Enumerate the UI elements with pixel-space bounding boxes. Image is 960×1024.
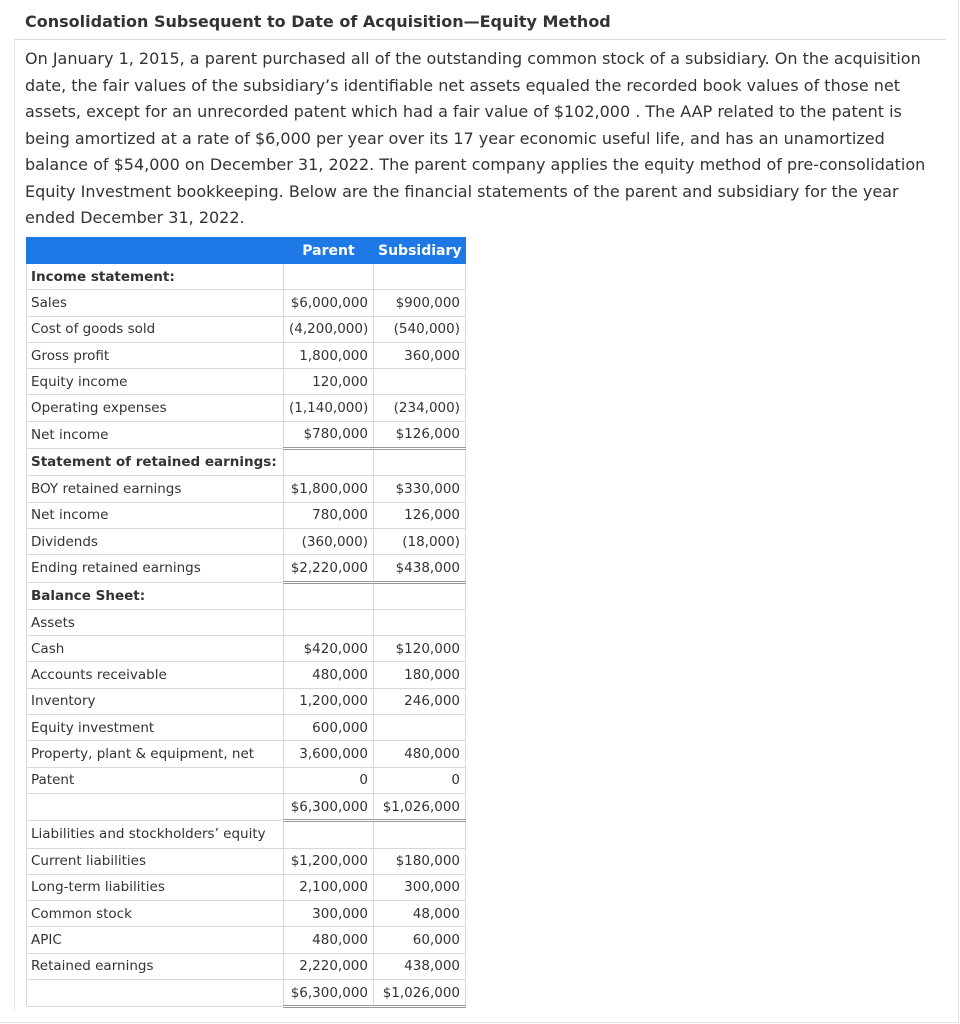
row-label: BOY retained earnings: [27, 476, 284, 502]
subsidiary-value: [374, 582, 466, 609]
parent-value: $6,300,000: [284, 793, 374, 820]
row-label: Cash: [27, 636, 284, 662]
title-divider: [14, 39, 946, 40]
table-header-row: [27, 238, 466, 264]
table-row: [27, 848, 466, 874]
table-row: [27, 821, 466, 848]
parent-value: $420,000: [284, 636, 374, 662]
parent-value: $780,000: [284, 421, 374, 448]
subsidiary-value: 360,000: [374, 342, 466, 368]
row-label: Property, plant & equipment, net: [27, 741, 284, 767]
header-parent: Parent: [284, 238, 374, 264]
subsidiary-value: $1,026,000: [374, 980, 466, 1007]
parent-value: 780,000: [284, 502, 374, 528]
row-label: Accounts receivable: [27, 662, 284, 688]
subsidiary-value: 480,000: [374, 741, 466, 767]
table-row: [27, 421, 466, 448]
row-label: Income statement:: [27, 264, 284, 290]
subsidiary-value: 126,000: [374, 502, 466, 528]
table-row: [27, 901, 466, 927]
header-subsidiary: Subsidiary: [374, 238, 466, 264]
row-label: Patent: [27, 767, 284, 793]
parent-value: 1,800,000: [284, 342, 374, 368]
parent-value: [284, 821, 374, 848]
table-row: [27, 528, 466, 554]
parent-value: 2,100,000: [284, 874, 374, 900]
parent-value: $2,220,000: [284, 555, 374, 582]
subsidiary-value: $180,000: [374, 848, 466, 874]
table-row: [27, 715, 466, 741]
subsidiary-value: 300,000: [374, 874, 466, 900]
subsidiary-value: $438,000: [374, 555, 466, 582]
row-label: Net income: [27, 502, 284, 528]
table-row: [27, 395, 466, 421]
table-row: [27, 316, 466, 342]
parent-value: 600,000: [284, 715, 374, 741]
header-label-column: [27, 238, 284, 264]
parent-value: $1,800,000: [284, 476, 374, 502]
table-row: [27, 980, 466, 1007]
subsidiary-value: 438,000: [374, 953, 466, 979]
table-row: [27, 874, 466, 900]
row-label: Cost of goods sold: [27, 316, 284, 342]
subsidiary-value: $120,000: [374, 636, 466, 662]
table-row: [27, 636, 466, 662]
row-label: Retained earnings: [27, 953, 284, 979]
subsidiary-value: [374, 264, 466, 290]
parent-value: $1,200,000: [284, 848, 374, 874]
subsidiary-value: $900,000: [374, 290, 466, 316]
parent-value: 480,000: [284, 927, 374, 953]
table-row: [27, 793, 466, 820]
body-left-border: [14, 40, 15, 1010]
subsidiary-value: $1,026,000: [374, 793, 466, 820]
table-row: [27, 953, 466, 979]
subsidiary-value: [374, 609, 466, 635]
parent-value: [284, 449, 374, 476]
subsidiary-value: (540,000): [374, 316, 466, 342]
parent-value: 0: [284, 767, 374, 793]
row-label: Inventory: [27, 688, 284, 714]
page-title: Consolidation Subsequent to Date of Acquisition—Equity Method: [25, 12, 611, 31]
table-row: [27, 290, 466, 316]
parent-value: 2,220,000: [284, 953, 374, 979]
row-label: Sales: [27, 290, 284, 316]
row-label: Balance Sheet:: [27, 582, 284, 609]
subsidiary-value: [374, 715, 466, 741]
subsidiary-value: 60,000: [374, 927, 466, 953]
row-label: Operating expenses: [27, 395, 284, 421]
parent-value: 300,000: [284, 901, 374, 927]
subsidiary-value: 48,000: [374, 901, 466, 927]
row-label: APIC: [27, 927, 284, 953]
problem-statement: On January 1, 2015, a parent purchased all of the outstanding common stock of a subsidiary. On the acquisition date, the fair values of the subsidiary’s identifiable net assets equaled the recorded book values of those net assets, except for an unrecorded patent which had a fair value of $102,000 . The AAP related to the patent is being amortized at a rate of $6,000 per year over its 17 year economic useful life, and has an unamortized balance of $54,000 on December 31, 2022. The parent company applies the equity method of pre-consolidation Equity Investment bookkeeping. Below are the financial statements of the parent and subsidiary for the year ended December 31, 2022.: [25, 49, 926, 227]
parent-value: $6,300,000: [284, 980, 374, 1007]
table-row: [27, 555, 466, 582]
parent-value: [284, 264, 374, 290]
row-label: Common stock: [27, 901, 284, 927]
table-row: [27, 609, 466, 635]
table-row: [27, 476, 466, 502]
table-row: [27, 369, 466, 395]
parent-value: 480,000: [284, 662, 374, 688]
row-label: Statement of retained earnings:: [27, 449, 284, 476]
table-row: [27, 688, 466, 714]
subsidiary-value: 246,000: [374, 688, 466, 714]
row-label: Assets: [27, 609, 284, 635]
parent-value: (4,200,000): [284, 316, 374, 342]
parent-value: (360,000): [284, 528, 374, 554]
parent-value: 120,000: [284, 369, 374, 395]
parent-value: $6,000,000: [284, 290, 374, 316]
table-row: [27, 662, 466, 688]
subsidiary-value: 0: [374, 767, 466, 793]
subsidiary-value: $126,000: [374, 421, 466, 448]
row-label: Gross profit: [27, 342, 284, 368]
parent-value: 1,200,000: [284, 688, 374, 714]
row-label: [27, 793, 284, 820]
table-row: [27, 502, 466, 528]
subsidiary-value: (234,000): [374, 395, 466, 421]
table-row: [27, 927, 466, 953]
parent-value: [284, 582, 374, 609]
row-label: Current liabilities: [27, 848, 284, 874]
table-row: [27, 449, 466, 476]
row-label: Ending retained earnings: [27, 555, 284, 582]
row-label: Net income: [27, 421, 284, 448]
row-label: Equity investment: [27, 715, 284, 741]
financial-statements-table: [26, 237, 466, 1008]
subsidiary-value: [374, 369, 466, 395]
subsidiary-value: [374, 449, 466, 476]
parent-value: (1,140,000): [284, 395, 374, 421]
row-label: [27, 980, 284, 1007]
row-label: Dividends: [27, 528, 284, 554]
row-label: Liabilities and stockholders’ equity: [27, 821, 284, 848]
subsidiary-value: [374, 821, 466, 848]
row-label: Equity income: [27, 369, 284, 395]
subsidiary-value: (18,000): [374, 528, 466, 554]
table-row: [27, 767, 466, 793]
table-row: [27, 342, 466, 368]
table-row: [27, 582, 466, 609]
subsidiary-value: $330,000: [374, 476, 466, 502]
subsidiary-value: 180,000: [374, 662, 466, 688]
parent-value: [284, 609, 374, 635]
table-row: [27, 741, 466, 767]
parent-value: 3,600,000: [284, 741, 374, 767]
row-label: Long-term liabilities: [27, 874, 284, 900]
table-row: [27, 264, 466, 290]
